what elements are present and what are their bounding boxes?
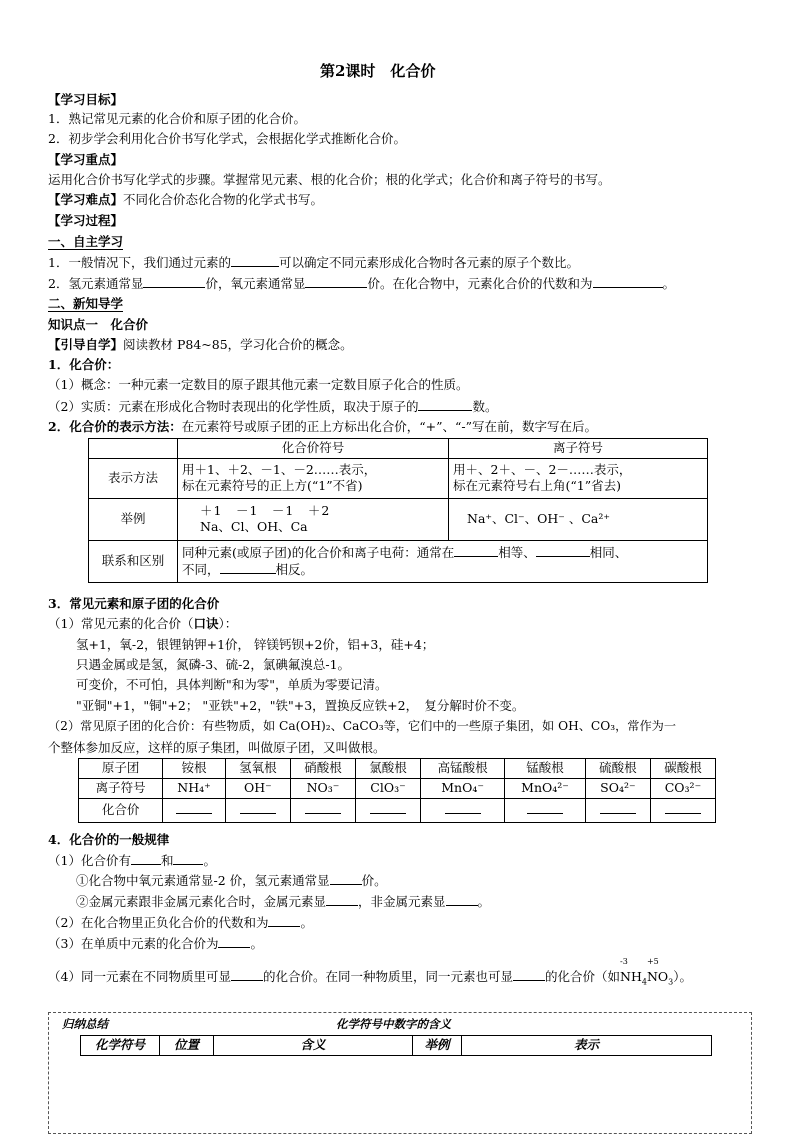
section4-title: 4．化合价的一般规律 xyxy=(48,832,170,847)
self-study-q2: 2．氢元素通常显 价，氧元素通常显 价。在化合物中，元素化合价的代数和为 。 xyxy=(48,276,676,291)
table1-row1-label: 表示方法 xyxy=(89,458,178,498)
radical-symbol: NH₄⁺ xyxy=(163,778,226,798)
section1-p2: （2）实质：元素在形成化合物时表现出的化学性质，取决于原子的 数。 xyxy=(48,399,498,414)
blank-field[interactable] xyxy=(326,893,358,906)
rhyme-line: 可变价，不可怕，具体判断"和为零"，单质为零要记清。 xyxy=(76,677,388,692)
self-study-heading: 一、自主学习 xyxy=(48,234,124,249)
radical-valence-label: 化合价 xyxy=(79,798,163,822)
section3-p2a: （2）常见原子团的化合价：有些物质，如 Ca(OH)₂、CaCO₃等，它们中的一些原子集团，如 OH、CO₃，常作为一 xyxy=(48,719,677,733)
page-title: 第2课时 化合价 xyxy=(320,62,436,80)
blank-field[interactable] xyxy=(446,893,478,906)
key-points-heading: 【学习重点】 xyxy=(48,152,124,167)
radical-symbol: MnO₄⁻ xyxy=(421,778,505,798)
blank-field[interactable] xyxy=(220,561,276,574)
rhyme-line: "亚铜"+1，"铜"+2； "亚铁"+2，"铁"+3，置换反应铁+2， 复分解时价不变。 xyxy=(76,698,525,713)
radical-valence-blank[interactable] xyxy=(355,798,420,822)
rhyme-line: 只遇金属或是氢，氮磷-3、硫-2，氯碘氟溴总-1。 xyxy=(76,657,351,672)
blank-field[interactable] xyxy=(218,935,250,948)
section4-l5: （3）在单质中元素的化合价为 。 xyxy=(48,936,263,951)
blank-field[interactable] xyxy=(131,852,161,865)
section2-line: 2．化合价的表示方法：在元素符号或原子团的正上方标出化合价，“+”、“-”写在前，数字写在后。 xyxy=(48,419,597,434)
table1-row2-label: 举例 xyxy=(89,498,178,540)
radical-valence-blank[interactable] xyxy=(585,798,650,822)
radical-symbol: NO₃⁻ xyxy=(290,778,355,798)
blank-field[interactable] xyxy=(231,968,263,981)
radical-header: 锰酸根 xyxy=(505,759,586,779)
radical-valence-blank[interactable] xyxy=(290,798,355,822)
objectives-heading: 【学习目标】 xyxy=(48,92,124,107)
radical-valence-blank[interactable] xyxy=(163,798,226,822)
blank-field[interactable] xyxy=(536,544,590,557)
table1-row2-c1: ＋1 －1 －1 ＋2 Na、Cl、OH、Ca xyxy=(178,498,449,540)
rhyme-line: 氢+1，氧-2，银锂钠钾+1价， 锌镁钙钡+2价，铝+3，硅+4； xyxy=(76,637,435,652)
table1-row3-content: 同种元素(或原子团)的化合价和离子电荷：通常在 相等、 相同、 不同， 相反。 xyxy=(178,540,708,582)
blank-field[interactable] xyxy=(593,275,663,288)
blank-field[interactable] xyxy=(231,254,279,267)
radical-header-label: 原子团 xyxy=(79,759,163,779)
section1-title: 1．化合价： xyxy=(48,357,120,372)
radical-valence-blank[interactable] xyxy=(650,798,715,822)
blank-field[interactable] xyxy=(513,968,545,981)
table1-col2: 离子符号 xyxy=(449,439,708,459)
nh4no3-formula: N -3 xyxy=(620,957,631,984)
radical-symbol: SO₄²⁻ xyxy=(585,778,650,798)
radical-symbol: ClO₃⁻ xyxy=(355,778,420,798)
section1-p1: （1）概念：一种元素一定数目的原子跟其他元素一定数目原子化合的性质。 xyxy=(48,377,469,392)
radical-symbol-label: 离子符号 xyxy=(79,778,163,798)
difficulty-heading: 【学习难点】 xyxy=(48,192,124,207)
summary-title: 化学符号中数字的含义 xyxy=(336,1017,451,1031)
blank-field[interactable] xyxy=(143,275,205,288)
radical-header: 硝酸根 xyxy=(290,759,355,779)
section4-l4: （2）在化合物里正负化合价的代数和为 。 xyxy=(48,915,313,930)
summary-table: 化学符号 位置 含义 举例 表示 xyxy=(80,1035,712,1056)
table1-row1-c1: 用＋1、＋2、－1、－2……表示， 标在元素符号的正上方(“1”不省) xyxy=(178,458,449,498)
knowledge-point-1: 知识点一 化合价 xyxy=(48,317,149,332)
table1-row2-c2: Na⁺、Cl⁻、OH⁻ 、Ca²⁺ xyxy=(449,498,708,540)
radical-valence-blank[interactable] xyxy=(505,798,586,822)
blank-field[interactable] xyxy=(268,914,300,927)
radical-table xyxy=(78,758,716,823)
new-guide-heading: 二、新知导学 xyxy=(48,296,124,311)
self-study-q1: 1．一般情况下，我们通过元素的 可以确定不同元素形成化合物时各元素的原子个数比。 xyxy=(48,255,579,270)
table1-col1: 化合价符号 xyxy=(178,439,449,459)
section3-title: 3．常见元素和原子团的化合价 xyxy=(48,596,220,611)
summary-label: 归纳总结 xyxy=(62,1017,108,1031)
valence-ion-table xyxy=(88,438,708,583)
radical-header: 氯酸根 xyxy=(355,759,420,779)
section3-p2b: 个整体参加反应，这样的原子集团，叫做原子团，又叫做根。 xyxy=(48,740,386,755)
guide-line: 【引导自学】阅读教材 P84~85，学习化合价的概念。 xyxy=(48,337,353,352)
radical-header: 铵根 xyxy=(163,759,226,779)
blank-field[interactable] xyxy=(305,275,367,288)
section4-l2: ①化合物中氧元素通常显-2 价，氢元素通常显 价。 xyxy=(76,873,387,888)
blank-field[interactable] xyxy=(454,544,498,557)
key-points-text: 运用化合价书写化学式的步骤。掌握常见元素、根的化合价；根的化学式；化合价和离子符号的书写。 xyxy=(48,172,611,187)
blank-field[interactable] xyxy=(418,398,472,411)
radical-valence-blank[interactable] xyxy=(421,798,505,822)
radical-valence-blank[interactable] xyxy=(225,798,290,822)
radical-header: 碳酸根 xyxy=(650,759,715,779)
radical-symbol: OH⁻ xyxy=(225,778,290,798)
radical-symbol: CO₃²⁻ xyxy=(650,778,715,798)
blank-field[interactable] xyxy=(330,872,362,885)
radical-symbol: MnO₄²⁻ xyxy=(505,778,586,798)
table1-row1-c2: 用＋、2＋、－、2－……表示， 标在元素符号右上角(“1”省去) xyxy=(449,458,708,498)
section4-l1: （1）化合价有 和 。 xyxy=(48,853,216,868)
table1-row3-label: 联系和区别 xyxy=(89,540,178,582)
objective-item: 1．熟记常见元素的化合价和原子团的化合价。 xyxy=(48,111,306,126)
section4-l6: （4）同一元素在不同物质里可显 的化合价。在同一种物质里，同一元素也可显 的化合价（如N -3 $H_4N$ +5 $O_3$）。 xyxy=(48,957,692,987)
process-heading: 【学习过程】 xyxy=(48,213,124,228)
section3-p1: （1）常见元素的化合价（口诀）： xyxy=(48,616,238,631)
section4-l3: ②金属元素跟非金属元素化合时，金属元素显 ，非金属元素显 。 xyxy=(76,894,491,909)
difficulty-text: 不同化合价态化合物的化学式书写。 xyxy=(123,192,324,207)
radical-header: 氢氧根 xyxy=(225,759,290,779)
difficulty-line xyxy=(48,192,323,207)
radical-header: 硫酸根 xyxy=(585,759,650,779)
objective-item: 2．初步学会利用化合价书写化学式，会根据化学式推断化合价。 xyxy=(48,131,406,146)
blank-field[interactable] xyxy=(173,852,203,865)
radical-header: 高锰酸根 xyxy=(421,759,505,779)
